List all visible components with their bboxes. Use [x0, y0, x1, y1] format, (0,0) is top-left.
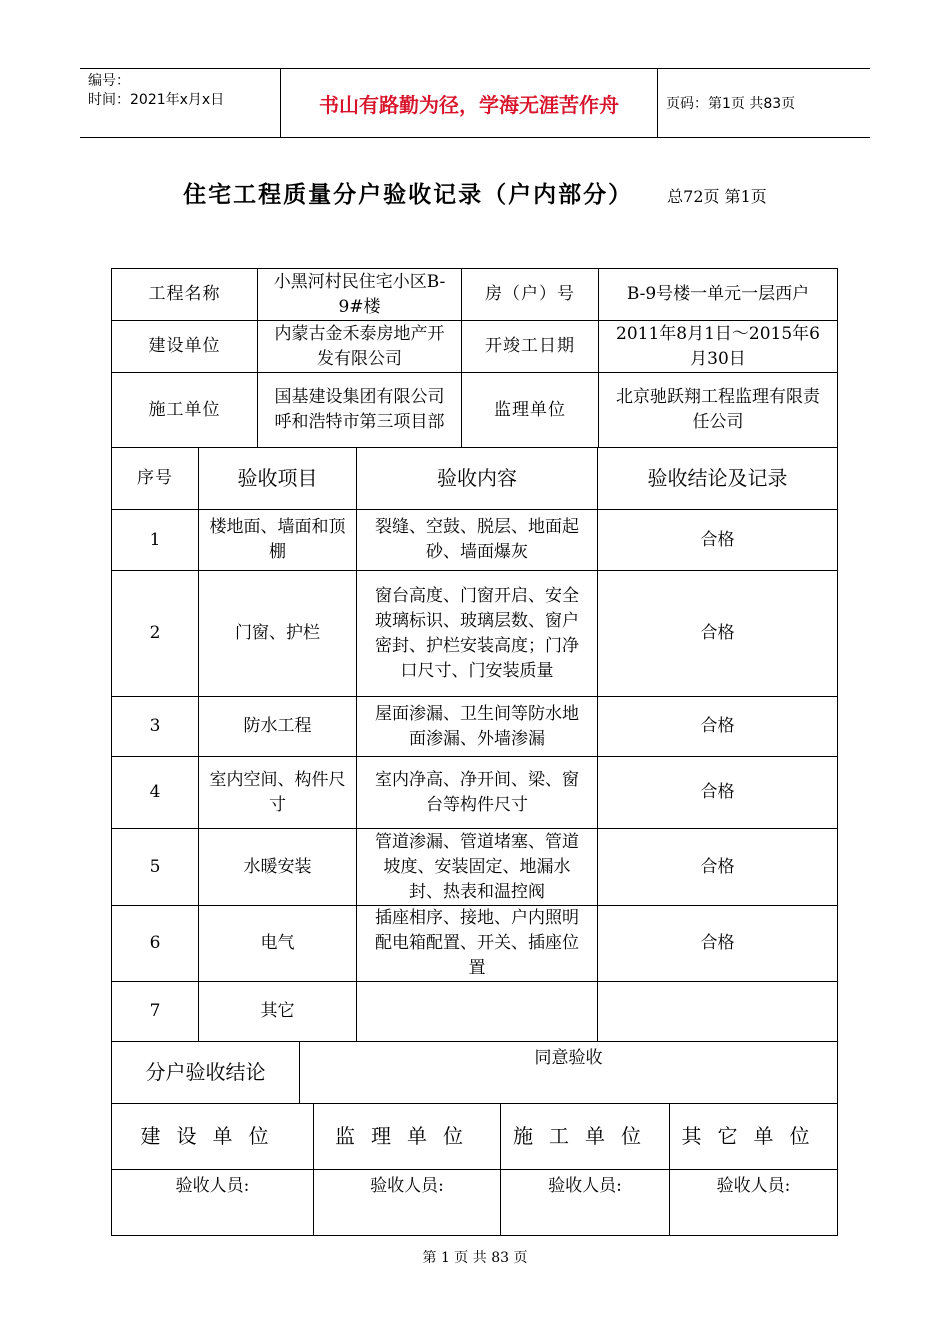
document-title: [0, 176, 950, 209]
col-content: 验收内容: [356, 447, 598, 510]
header-meta: [80, 69, 280, 137]
time-label: 时间：2021年x月x日: [88, 92, 225, 108]
row-4-result: 合格: [597, 756, 838, 829]
room-value: B-9号楼一单元一层西户: [598, 268, 838, 321]
row-2-no: 2: [111, 570, 199, 697]
sig-other-person: 验收人员:: [669, 1169, 838, 1236]
row-7-content: [356, 981, 598, 1042]
sig-other-label: 其它单位: [669, 1103, 838, 1170]
row-4-item: 室内空间、构件尺寸: [198, 756, 357, 829]
conclusion-value: 同意验收: [299, 1041, 838, 1104]
row-2-content: 窗台高度、门窗开启、安全玻璃标识、玻璃层数、窗户密封、护栏安装高度；门净口尺寸、门安装质量: [356, 570, 598, 697]
row-3-item: 防水工程: [198, 696, 357, 757]
sig-contractor-person: 验收人员:: [500, 1169, 670, 1236]
row-6-no: 6: [111, 905, 199, 982]
row-3-result: 合格: [597, 696, 838, 757]
date-label: 开竣工日期: [461, 320, 599, 373]
row-2-item: 门窗、护栏: [198, 570, 357, 697]
row-1-result: 合格: [597, 509, 838, 571]
motto: 书山有路勤为径，学海无涯苦作舟: [280, 69, 658, 137]
builder-value: 内蒙古金禾泰房地产开发有限公司: [257, 320, 462, 373]
page-header: [80, 68, 870, 138]
title-pages: 总72页 第1页: [667, 187, 767, 206]
row-2-result: 合格: [597, 570, 838, 697]
date-value: 2011年8月1日～2015年6月30日: [598, 320, 838, 373]
row-7-no: 7: [111, 981, 199, 1042]
row-6-content: 插座相序、接地、户内照明配电箱配置、开关、插座位置: [356, 905, 598, 982]
page-footer: 第 1 页 共 83 页: [422, 1250, 528, 1266]
sig-builder-person: 验收人员:: [111, 1169, 314, 1236]
builder-label: 建设单位: [111, 320, 258, 373]
row-5-content: 管道渗漏、管道堵塞、管道坡度、安装固定、地漏水封、热表和温控阀: [356, 828, 598, 906]
contractor-value: 国基建设集团有限公司呼和浩特市第三项目部: [257, 372, 462, 448]
row-3-content: 屋面渗漏、卫生间等防水地面渗漏、外墙渗漏: [356, 696, 598, 757]
row-6-item: 电气: [198, 905, 357, 982]
row-3-no: 3: [111, 696, 199, 757]
sig-builder-label: 建设单位: [111, 1103, 314, 1170]
row-1-item: 楼地面、墙面和顶棚: [198, 509, 357, 571]
room-label: 房（户）号: [461, 268, 599, 321]
row-7-item: 其它: [198, 981, 357, 1042]
project-label: 工程名称: [111, 268, 258, 321]
row-5-item: 水暖安装: [198, 828, 357, 906]
row-5-result: 合格: [597, 828, 838, 906]
col-result: 验收结论及记录: [597, 447, 838, 510]
sig-supervisor-label: 监理单位: [313, 1103, 501, 1170]
page-info: 页码：第1页 共83页: [666, 96, 796, 112]
contractor-label: 施工单位: [111, 372, 258, 448]
col-item: 验收项目: [198, 447, 357, 510]
row-5-no: 5: [111, 828, 199, 906]
sig-supervisor-person: 验收人员:: [313, 1169, 501, 1236]
row-1-content: 裂缝、空鼓、脱层、地面起砂、墙面爆灰: [356, 509, 598, 571]
row-7-result: [597, 981, 838, 1042]
supervisor-label: 监理单位: [461, 372, 599, 448]
code-label: 编号：: [88, 73, 130, 89]
supervisor-value: 北京驰跃翔工程监理有限责任公司: [598, 372, 838, 448]
sig-contractor-label: 施工单位: [500, 1103, 670, 1170]
row-4-no: 4: [111, 756, 199, 829]
row-6-result: 合格: [597, 905, 838, 982]
row-4-content: 室内净高、净开间、梁、窗台等构件尺寸: [356, 756, 598, 829]
project-value: 小黑河村民住宅小区B-9#楼: [257, 268, 462, 321]
conclusion-label: 分户验收结论: [111, 1041, 300, 1104]
row-1-no: 1: [111, 509, 199, 571]
title-main: 住宅工程质量分户验收记录（户内部分）: [183, 182, 634, 208]
col-no: 序号: [111, 447, 199, 510]
